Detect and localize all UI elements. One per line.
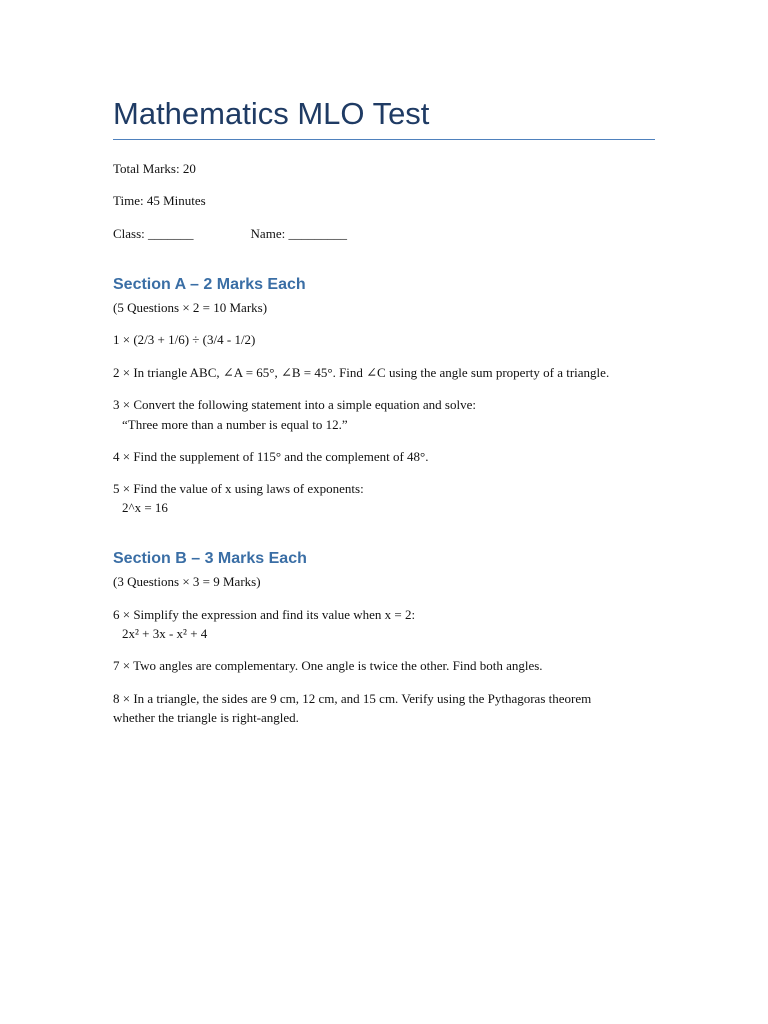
time-limit: Time: 45 Minutes <box>113 193 206 208</box>
section-a-subheading: (5 Questions × 2 = 10 Marks) <box>113 300 268 315</box>
title-underline <box>113 139 655 140</box>
question-8: 8 × In a triangle, the sides are 9 cm, 12 cm, and 15 cm. Verify using the Pythagoras theorem <box>113 691 592 706</box>
question-7: 7 × Two angles are complementary. One angle is twice the other. Find both angles. <box>113 658 543 673</box>
name-field: Name: _________ <box>250 226 347 241</box>
question-3: 3 × Convert the following statement into a simple equation and solve: <box>113 397 476 412</box>
question-6-expression: 2x² + 3x - x² + 4 <box>122 626 208 641</box>
question-3-statement: “Three more than a number is equal to 12.” <box>122 417 348 432</box>
student-info-row <box>113 225 347 242</box>
question-8-continuation: whether the triangle is right-angled. <box>113 710 299 725</box>
section-b-subheading: (3 Questions × 3 = 9 Marks) <box>113 574 261 589</box>
page-title: Mathematics MLO Test <box>113 96 430 131</box>
section-b-heading: Section B – 3 Marks Each <box>113 550 307 567</box>
question-6: 6 × Simplify the expression and find its value when x = 2: <box>113 607 416 622</box>
class-field: Class: _______ <box>113 226 194 241</box>
section-a-heading: Section A – 2 Marks Each <box>113 276 306 293</box>
question-1: 1 × (2/3 + 1/6) ÷ (3/4 - 1/2) <box>113 332 256 347</box>
question-5: 5 × Find the value of x using laws of exponents: <box>113 481 364 496</box>
total-marks: Total Marks: 20 <box>113 161 196 176</box>
question-5-equation: 2^x = 16 <box>122 500 168 515</box>
question-2: 2 × In triangle ABC, ∠A = 65°, ∠B = 45°. Find ∠C using the angle sum property of a triangle. <box>113 365 610 380</box>
question-4: 4 × Find the supplement of 115° and the complement of 48°. <box>113 449 429 464</box>
